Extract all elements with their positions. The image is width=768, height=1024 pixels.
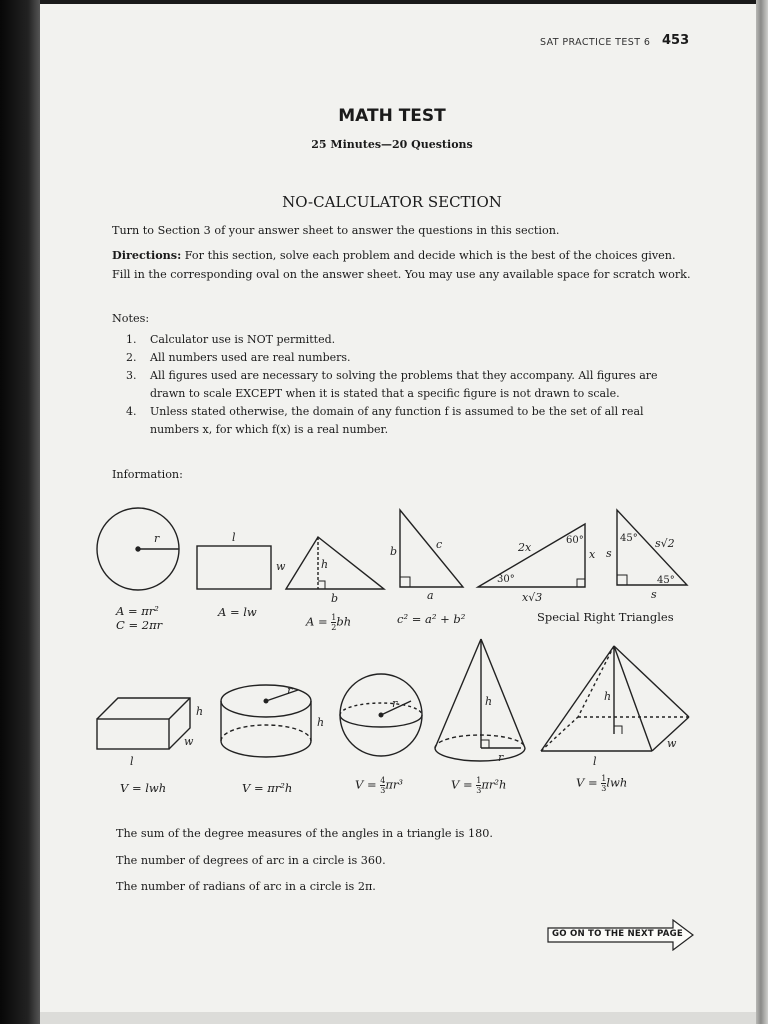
- triangle-30-60-90: [478, 524, 596, 604]
- box-volume-formula: V = lwh: [120, 781, 167, 795]
- cylinder-volume-formula: V = πr²h: [242, 781, 293, 795]
- fact-circle-degrees: The number of degrees of arc in a circle is 360.: [116, 854, 386, 867]
- t306090-60-label: 60°: [566, 535, 584, 546]
- rectangle-area-formula: A = lw: [218, 605, 257, 619]
- triangle-figure: [286, 537, 384, 605]
- cone-volume-formula: V = $\frac{1}{3}$ πr²h: [451, 776, 507, 795]
- box-figure: [97, 698, 203, 768]
- circle-circumference-formula: C = 2πr: [116, 618, 163, 632]
- box-height-label: h: [196, 705, 204, 718]
- note-item: 2. All numbers used are real numbers.: [126, 351, 351, 364]
- sphere-radius-label: r: [392, 697, 398, 710]
- intro-text: Turn to Section 3 of your answer sheet to answer the questions in this section.: [112, 224, 560, 237]
- section-title: NO-CALCULATOR SECTION: [282, 193, 502, 211]
- box-length-label: l: [130, 755, 134, 768]
- note-item: 4. Unless stated otherwise, the domain of any function f is assumed to be the set of all real numbers x, for which f(x) is a real number.: [126, 405, 644, 436]
- triangle-45-45-90: [606, 510, 687, 601]
- triangle-height-label: h: [321, 558, 329, 571]
- pyramid-height-label: h: [604, 690, 612, 703]
- pyramid-figure: [541, 646, 689, 768]
- information-heading: Information:: [112, 468, 183, 481]
- cylinder-radius-label: r: [287, 684, 293, 697]
- sphere-volume-formula: V = $\frac{4}{3}$ πr³: [355, 776, 404, 795]
- t454590-top-angle: 45°: [620, 533, 638, 544]
- t306090-base-label: x√3: [522, 591, 543, 604]
- rectangle-figure: [197, 531, 286, 589]
- running-header: SAT PRACTICE TEST 6: [540, 37, 651, 48]
- rect-length-label: l: [232, 531, 236, 544]
- right-tri-b-label: b: [390, 545, 398, 558]
- note-item: 3. All figures used are necessary to solving the problems that they accompany. All figures are drawn to scale EXCEPT when it is stated that a specific figure is not drawn to scale.: [126, 369, 658, 400]
- pyramid-volume-formula: V = $\frac{1}{3}$ lwh: [576, 774, 628, 793]
- rect-width-label: w: [276, 560, 286, 573]
- t306090-30-label: 30°: [497, 574, 515, 585]
- note-item: 1. Calculator use is NOT permitted.: [126, 333, 336, 346]
- page-title: MATH TEST: [338, 106, 446, 126]
- cone-figure: [435, 639, 525, 764]
- next-page-label: GO ON TO THE NEXT PAGE: [552, 929, 683, 939]
- directions-line-2: Fill in the corresponding oval on the answer sheet. You may use any available space for scratch work.: [112, 268, 691, 281]
- circle-figure: [97, 508, 179, 590]
- circle-area-formula: A = πr²: [116, 604, 159, 618]
- pyramid-width-label: w: [667, 737, 677, 750]
- fact-circle-radians: The number of radians of arc in a circle is 2π.: [116, 880, 376, 893]
- t454590-base-label: s: [651, 588, 657, 601]
- t306090-x-label: x: [589, 548, 596, 561]
- fact-triangle-angles: The sum of the degree measures of the angles in a triangle is 180.: [116, 827, 493, 840]
- page-subtitle: 25 Minutes—20 Questions: [311, 138, 473, 151]
- page-number: 453: [662, 33, 690, 48]
- t306090-hyp-label: 2x: [518, 541, 532, 554]
- triangle-base-label: b: [331, 592, 339, 605]
- circle-radius-label: r: [154, 532, 160, 545]
- directions-label: Directions:: [112, 248, 182, 262]
- special-triangles-caption: Special Right Triangles: [537, 610, 674, 624]
- t454590-hyp-label: s√2: [655, 537, 675, 550]
- t454590-bottom-angle: 45°: [657, 575, 675, 586]
- cone-radius-label: r: [498, 751, 504, 764]
- triangle-area-formula: A = $\frac{1}{2}$ bh: [306, 613, 352, 632]
- directions-line-1: For this section, solve each problem and decide which is the best of the choices given.: [184, 249, 676, 262]
- sphere-figure: [340, 674, 422, 756]
- notes-heading: Notes:: [112, 312, 150, 325]
- right-tri-c-label: c: [436, 538, 443, 551]
- right-triangle-figure: [390, 510, 463, 602]
- t454590-leg-label: s: [606, 547, 612, 560]
- right-tri-a-label: a: [427, 589, 434, 602]
- cylinder-height-label: h: [317, 716, 325, 729]
- pyramid-length-label: l: [593, 755, 597, 768]
- cone-height-label: h: [485, 695, 493, 708]
- box-width-label: w: [184, 735, 194, 748]
- pythagorean-formula: c² = a² + b²: [397, 612, 466, 626]
- go-on-next-page-arrow[interactable]: [547, 919, 695, 951]
- cylinder-figure: [221, 684, 324, 757]
